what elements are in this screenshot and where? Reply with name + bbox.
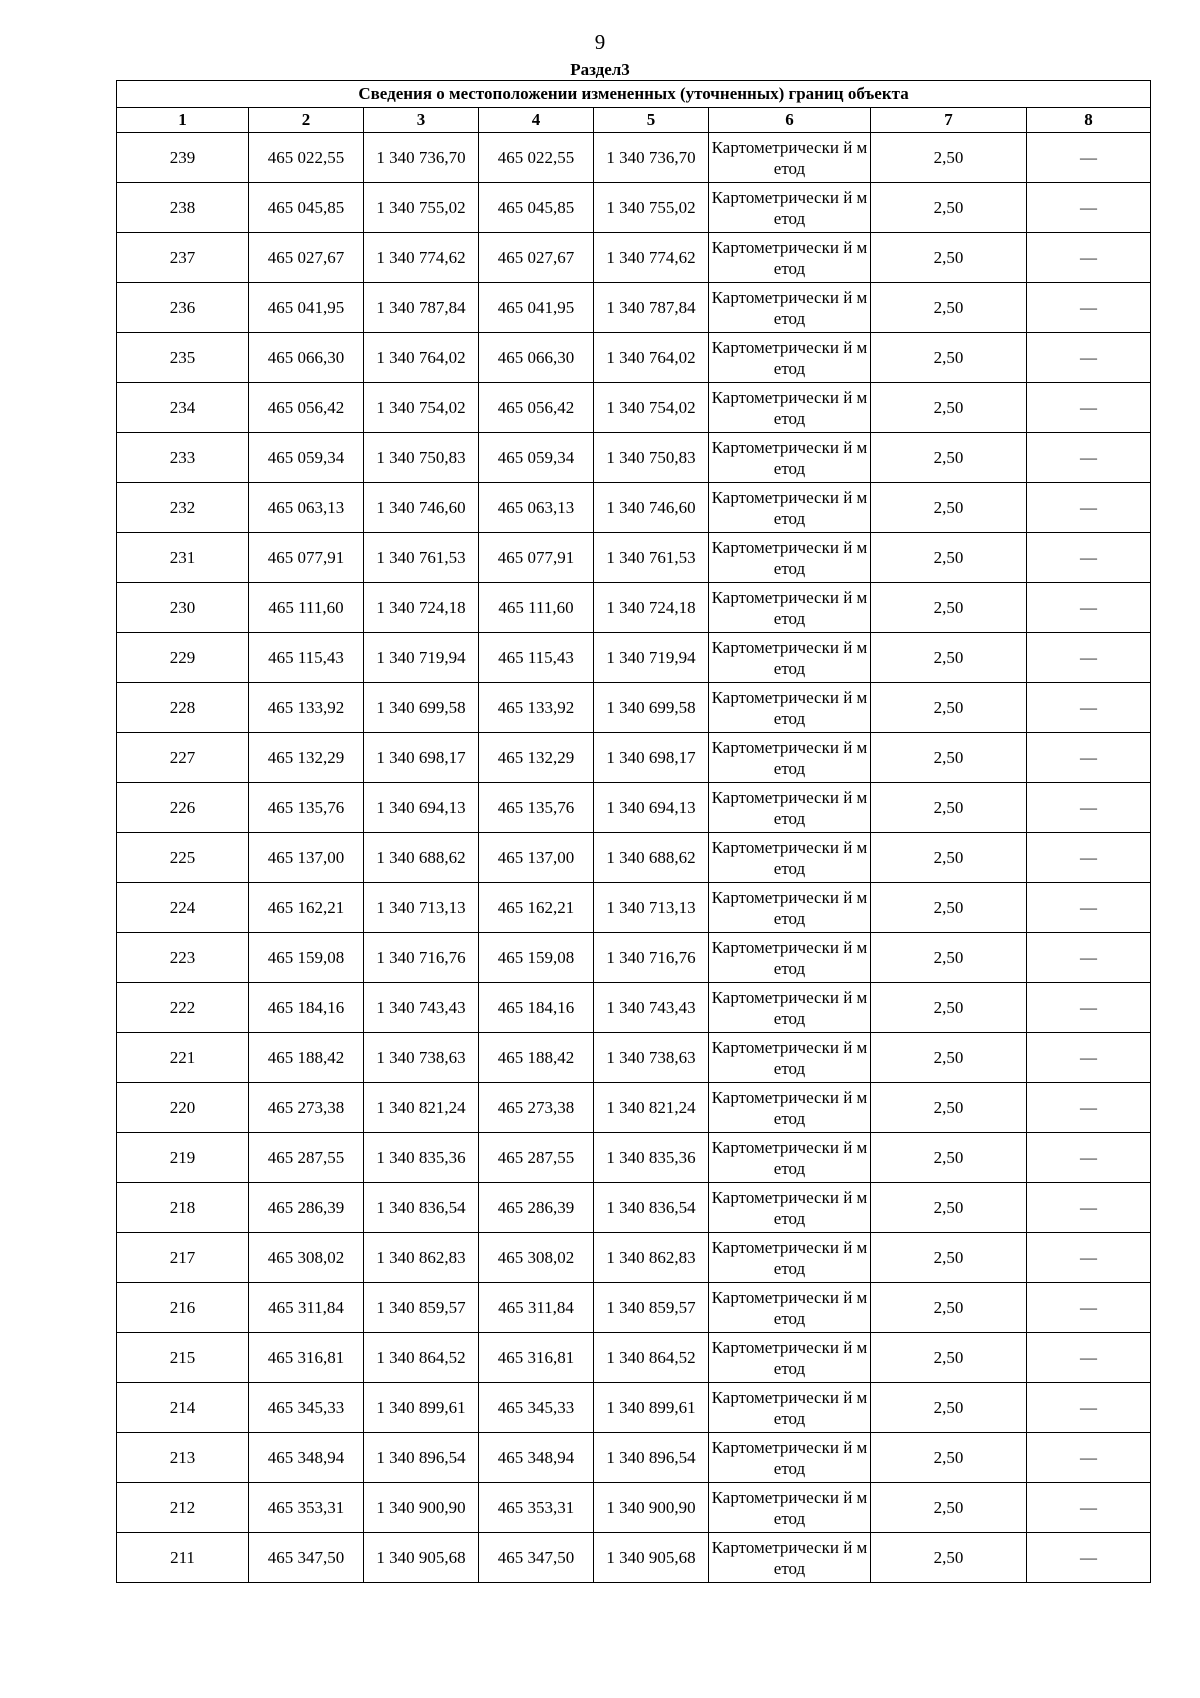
point-number-cell: 213	[117, 1433, 249, 1483]
table-row	[117, 1033, 1151, 1083]
accuracy-cell: 2,50	[871, 1083, 1027, 1133]
y-new-cell: 1 340 699,58	[594, 683, 709, 733]
page-number: 9	[594, 30, 606, 54]
x-old-cell: 465 045,85	[249, 183, 364, 233]
x-new-cell: 465 135,76	[479, 783, 594, 833]
x-new-cell: 465 348,94	[479, 1433, 594, 1483]
table-row	[117, 483, 1151, 533]
table-row	[117, 983, 1151, 1033]
point-number-cell: 235	[117, 333, 249, 383]
method-cell: Картометрически й метод	[709, 583, 871, 633]
x-old-cell: 465 137,00	[249, 833, 364, 883]
point-number-cell: 232	[117, 483, 249, 533]
accuracy-cell: 2,50	[871, 383, 1027, 433]
column-number-row	[117, 108, 1151, 133]
description-cell: —	[1027, 1083, 1151, 1133]
y-new-cell: 1 340 761,53	[594, 533, 709, 583]
table-row	[117, 633, 1151, 683]
y-old-cell: 1 340 750,83	[364, 433, 479, 483]
y-new-cell: 1 340 859,57	[594, 1283, 709, 1333]
point-number-cell: 237	[117, 233, 249, 283]
description-cell: —	[1027, 1483, 1151, 1533]
x-old-cell: 465 162,21	[249, 883, 364, 933]
table-row	[117, 1183, 1151, 1233]
x-new-cell: 465 132,29	[479, 733, 594, 783]
point-number-cell: 212	[117, 1483, 249, 1533]
y-old-cell: 1 340 719,94	[364, 633, 479, 683]
point-number-cell: 228	[117, 683, 249, 733]
y-new-cell: 1 340 905,68	[594, 1533, 709, 1583]
method-cell: Картометрически й метод	[709, 1233, 871, 1283]
x-new-cell: 465 308,02	[479, 1233, 594, 1283]
point-number-cell: 227	[117, 733, 249, 783]
point-number-cell: 217	[117, 1233, 249, 1283]
point-number-cell: 231	[117, 533, 249, 583]
description-cell: —	[1027, 983, 1151, 1033]
y-old-cell: 1 340 787,84	[364, 283, 479, 333]
x-old-cell: 465 056,42	[249, 383, 364, 433]
x-old-cell: 465 135,76	[249, 783, 364, 833]
x-old-cell: 465 286,39	[249, 1183, 364, 1233]
method-cell: Картометрически й метод	[709, 333, 871, 383]
description-cell: —	[1027, 1033, 1151, 1083]
method-cell: Картометрически й метод	[709, 833, 871, 883]
table-row	[117, 833, 1151, 883]
point-number-cell: 222	[117, 983, 249, 1033]
x-old-cell: 465 133,92	[249, 683, 364, 733]
table-row	[117, 383, 1151, 433]
y-new-cell: 1 340 724,18	[594, 583, 709, 633]
point-number-cell: 238	[117, 183, 249, 233]
boundary-coordinates-table	[116, 80, 1151, 1583]
y-new-cell: 1 340 835,36	[594, 1133, 709, 1183]
description-cell: —	[1027, 483, 1151, 533]
description-cell: —	[1027, 283, 1151, 333]
accuracy-cell: 2,50	[871, 1333, 1027, 1383]
accuracy-cell: 2,50	[871, 433, 1027, 483]
accuracy-cell: 2,50	[871, 983, 1027, 1033]
method-cell: Картометрически й метод	[709, 383, 871, 433]
column-number: 5	[594, 108, 709, 133]
description-cell: —	[1027, 633, 1151, 683]
table-body	[117, 133, 1151, 1583]
point-number-cell: 223	[117, 933, 249, 983]
y-old-cell: 1 340 698,17	[364, 733, 479, 783]
accuracy-cell: 2,50	[871, 583, 1027, 633]
table-row	[117, 883, 1151, 933]
accuracy-cell: 2,50	[871, 783, 1027, 833]
method-cell: Картометрически й метод	[709, 1533, 871, 1583]
x-old-cell: 465 159,08	[249, 933, 364, 983]
x-old-cell: 465 184,16	[249, 983, 364, 1033]
description-cell: —	[1027, 683, 1151, 733]
table-row	[117, 1133, 1151, 1183]
x-new-cell: 465 056,42	[479, 383, 594, 433]
accuracy-cell: 2,50	[871, 683, 1027, 733]
accuracy-cell: 2,50	[871, 883, 1027, 933]
point-number-cell: 229	[117, 633, 249, 683]
y-new-cell: 1 340 738,63	[594, 1033, 709, 1083]
point-number-cell: 219	[117, 1133, 249, 1183]
description-cell: —	[1027, 1233, 1151, 1283]
table-title: Сведения о местоположении измененных (уточненных) границ объекта	[117, 81, 1151, 108]
description-cell: —	[1027, 783, 1151, 833]
description-cell: —	[1027, 1133, 1151, 1183]
accuracy-cell: 2,50	[871, 1283, 1027, 1333]
method-cell: Картометрически й метод	[709, 233, 871, 283]
y-new-cell: 1 340 750,83	[594, 433, 709, 483]
point-number-cell: 225	[117, 833, 249, 883]
y-old-cell: 1 340 746,60	[364, 483, 479, 533]
y-old-cell: 1 340 736,70	[364, 133, 479, 183]
column-number: 3	[364, 108, 479, 133]
description-cell: —	[1027, 1433, 1151, 1483]
y-old-cell: 1 340 699,58	[364, 683, 479, 733]
y-new-cell: 1 340 743,43	[594, 983, 709, 1033]
x-new-cell: 465 311,84	[479, 1283, 594, 1333]
method-cell: Картометрически й метод	[709, 1333, 871, 1383]
x-new-cell: 465 066,30	[479, 333, 594, 383]
x-new-cell: 465 345,33	[479, 1383, 594, 1433]
y-old-cell: 1 340 743,43	[364, 983, 479, 1033]
method-cell: Картометрически й метод	[709, 633, 871, 683]
x-new-cell: 465 027,67	[479, 233, 594, 283]
y-old-cell: 1 340 688,62	[364, 833, 479, 883]
description-cell: —	[1027, 433, 1151, 483]
table-row	[117, 1533, 1151, 1583]
point-number-cell: 226	[117, 783, 249, 833]
y-old-cell: 1 340 761,53	[364, 533, 479, 583]
method-cell: Картометрически й метод	[709, 733, 871, 783]
accuracy-cell: 2,50	[871, 1433, 1027, 1483]
x-old-cell: 465 132,29	[249, 733, 364, 783]
description-cell: —	[1027, 1283, 1151, 1333]
column-number: 7	[871, 108, 1027, 133]
y-old-cell: 1 340 716,76	[364, 933, 479, 983]
table-row	[117, 783, 1151, 833]
y-new-cell: 1 340 694,13	[594, 783, 709, 833]
x-new-cell: 465 316,81	[479, 1333, 594, 1383]
y-new-cell: 1 340 688,62	[594, 833, 709, 883]
description-cell: —	[1027, 533, 1151, 583]
x-old-cell: 465 066,30	[249, 333, 364, 383]
accuracy-cell: 2,50	[871, 133, 1027, 183]
method-cell: Картометрически й метод	[709, 783, 871, 833]
y-new-cell: 1 340 899,61	[594, 1383, 709, 1433]
y-old-cell: 1 340 836,54	[364, 1183, 479, 1233]
y-new-cell: 1 340 736,70	[594, 133, 709, 183]
method-cell: Картометрически й метод	[709, 1033, 871, 1083]
table-row	[117, 233, 1151, 283]
y-old-cell: 1 340 900,90	[364, 1483, 479, 1533]
table-row	[117, 1283, 1151, 1333]
x-old-cell: 465 115,43	[249, 633, 364, 683]
method-cell: Картометрически й метод	[709, 1483, 871, 1533]
accuracy-cell: 2,50	[871, 233, 1027, 283]
point-number-cell: 216	[117, 1283, 249, 1333]
table-row	[117, 1383, 1151, 1433]
point-number-cell: 221	[117, 1033, 249, 1083]
point-number-cell: 218	[117, 1183, 249, 1233]
x-new-cell: 465 045,85	[479, 183, 594, 233]
point-number-cell: 234	[117, 383, 249, 433]
y-new-cell: 1 340 713,13	[594, 883, 709, 933]
column-number: 1	[117, 108, 249, 133]
x-old-cell: 465 027,67	[249, 233, 364, 283]
accuracy-cell: 2,50	[871, 1133, 1027, 1183]
method-cell: Картометрически й метод	[709, 883, 871, 933]
table-row	[117, 533, 1151, 583]
method-cell: Картометрически й метод	[709, 283, 871, 333]
table-row	[117, 933, 1151, 983]
x-old-cell: 465 308,02	[249, 1233, 364, 1283]
method-cell: Картометрически й метод	[709, 183, 871, 233]
description-cell: —	[1027, 833, 1151, 883]
x-old-cell: 465 063,13	[249, 483, 364, 533]
column-number: 6	[709, 108, 871, 133]
description-cell: —	[1027, 883, 1151, 933]
column-number: 4	[479, 108, 594, 133]
x-old-cell: 465 041,95	[249, 283, 364, 333]
section-label: Раздел3	[570, 60, 630, 79]
x-new-cell: 465 133,92	[479, 683, 594, 733]
x-new-cell: 465 347,50	[479, 1533, 594, 1583]
accuracy-cell: 2,50	[871, 533, 1027, 583]
description-cell: —	[1027, 583, 1151, 633]
x-new-cell: 465 286,39	[479, 1183, 594, 1233]
x-new-cell: 465 137,00	[479, 833, 594, 883]
y-old-cell: 1 340 764,02	[364, 333, 479, 383]
accuracy-cell: 2,50	[871, 833, 1027, 883]
x-old-cell: 465 022,55	[249, 133, 364, 183]
table-row	[117, 733, 1151, 783]
column-number: 8	[1027, 108, 1151, 133]
y-old-cell: 1 340 835,36	[364, 1133, 479, 1183]
x-new-cell: 465 159,08	[479, 933, 594, 983]
y-new-cell: 1 340 716,76	[594, 933, 709, 983]
point-number-cell: 211	[117, 1533, 249, 1583]
point-number-cell: 236	[117, 283, 249, 333]
point-number-cell: 220	[117, 1083, 249, 1133]
description-cell: —	[1027, 233, 1151, 283]
y-old-cell: 1 340 864,52	[364, 1333, 479, 1383]
y-new-cell: 1 340 764,02	[594, 333, 709, 383]
description-cell: —	[1027, 1383, 1151, 1433]
accuracy-cell: 2,50	[871, 1183, 1027, 1233]
accuracy-cell: 2,50	[871, 1383, 1027, 1433]
method-cell: Картометрически й метод	[709, 933, 871, 983]
y-new-cell: 1 340 774,62	[594, 233, 709, 283]
description-cell: —	[1027, 383, 1151, 433]
method-cell: Картометрически й метод	[709, 1283, 871, 1333]
table-row	[117, 1433, 1151, 1483]
accuracy-cell: 2,50	[871, 933, 1027, 983]
y-old-cell: 1 340 862,83	[364, 1233, 479, 1283]
x-old-cell: 465 059,34	[249, 433, 364, 483]
method-cell: Картометрически й метод	[709, 483, 871, 533]
description-cell: —	[1027, 1533, 1151, 1583]
y-old-cell: 1 340 755,02	[364, 183, 479, 233]
table-row	[117, 683, 1151, 733]
point-number-cell: 214	[117, 1383, 249, 1433]
y-old-cell: 1 340 896,54	[364, 1433, 479, 1483]
accuracy-cell: 2,50	[871, 333, 1027, 383]
method-cell: Картометрически й метод	[709, 533, 871, 583]
method-cell: Картометрически й метод	[709, 683, 871, 733]
y-old-cell: 1 340 774,62	[364, 233, 479, 283]
method-cell: Картометрически й метод	[709, 133, 871, 183]
x-old-cell: 465 111,60	[249, 583, 364, 633]
x-old-cell: 465 188,42	[249, 1033, 364, 1083]
table-row	[117, 133, 1151, 183]
accuracy-cell: 2,50	[871, 1483, 1027, 1533]
x-old-cell: 465 353,31	[249, 1483, 364, 1533]
point-number-cell: 239	[117, 133, 249, 183]
y-old-cell: 1 340 694,13	[364, 783, 479, 833]
y-new-cell: 1 340 821,24	[594, 1083, 709, 1133]
table-row	[117, 283, 1151, 333]
column-number: 2	[249, 108, 364, 133]
table-row	[117, 1333, 1151, 1383]
table-row	[117, 333, 1151, 383]
description-cell: —	[1027, 1183, 1151, 1233]
x-new-cell: 465 041,95	[479, 283, 594, 333]
method-cell: Картометрически й метод	[709, 1433, 871, 1483]
y-old-cell: 1 340 738,63	[364, 1033, 479, 1083]
y-new-cell: 1 340 896,54	[594, 1433, 709, 1483]
x-old-cell: 465 311,84	[249, 1283, 364, 1333]
method-cell: Картометрически й метод	[709, 1183, 871, 1233]
y-new-cell: 1 340 862,83	[594, 1233, 709, 1283]
y-new-cell: 1 340 754,02	[594, 383, 709, 433]
x-old-cell: 465 287,55	[249, 1133, 364, 1183]
y-old-cell: 1 340 821,24	[364, 1083, 479, 1133]
table-row	[117, 1483, 1151, 1533]
table-row	[117, 583, 1151, 633]
accuracy-cell: 2,50	[871, 1233, 1027, 1283]
y-new-cell: 1 340 900,90	[594, 1483, 709, 1533]
table-row	[117, 183, 1151, 233]
y-new-cell: 1 340 864,52	[594, 1333, 709, 1383]
x-old-cell: 465 345,33	[249, 1383, 364, 1433]
method-cell: Картометрически й метод	[709, 1083, 871, 1133]
description-cell: —	[1027, 733, 1151, 783]
y-old-cell: 1 340 724,18	[364, 583, 479, 633]
accuracy-cell: 2,50	[871, 633, 1027, 683]
x-new-cell: 465 287,55	[479, 1133, 594, 1183]
description-cell: —	[1027, 183, 1151, 233]
x-old-cell: 465 077,91	[249, 533, 364, 583]
accuracy-cell: 2,50	[871, 483, 1027, 533]
y-new-cell: 1 340 755,02	[594, 183, 709, 233]
y-old-cell: 1 340 859,57	[364, 1283, 479, 1333]
x-new-cell: 465 115,43	[479, 633, 594, 683]
x-new-cell: 465 188,42	[479, 1033, 594, 1083]
point-number-cell: 233	[117, 433, 249, 483]
description-cell: —	[1027, 333, 1151, 383]
point-number-cell: 215	[117, 1333, 249, 1383]
description-cell: —	[1027, 933, 1151, 983]
accuracy-cell: 2,50	[871, 283, 1027, 333]
description-cell: —	[1027, 133, 1151, 183]
x-new-cell: 465 077,91	[479, 533, 594, 583]
table-row	[117, 1083, 1151, 1133]
x-new-cell: 465 162,21	[479, 883, 594, 933]
x-new-cell: 465 273,38	[479, 1083, 594, 1133]
y-new-cell: 1 340 787,84	[594, 283, 709, 333]
accuracy-cell: 2,50	[871, 1033, 1027, 1083]
y-new-cell: 1 340 836,54	[594, 1183, 709, 1233]
x-old-cell: 465 273,38	[249, 1083, 364, 1133]
y-old-cell: 1 340 905,68	[364, 1533, 479, 1583]
x-new-cell: 465 111,60	[479, 583, 594, 633]
x-old-cell: 465 347,50	[249, 1533, 364, 1583]
x-old-cell: 465 316,81	[249, 1333, 364, 1383]
x-new-cell: 465 022,55	[479, 133, 594, 183]
method-cell: Картометрически й метод	[709, 1133, 871, 1183]
description-cell: —	[1027, 1333, 1151, 1383]
method-cell: Картометрически й метод	[709, 1383, 871, 1433]
method-cell: Картометрически й метод	[709, 433, 871, 483]
accuracy-cell: 2,50	[871, 183, 1027, 233]
point-number-cell: 230	[117, 583, 249, 633]
table-row	[117, 433, 1151, 483]
x-old-cell: 465 348,94	[249, 1433, 364, 1483]
x-new-cell: 465 184,16	[479, 983, 594, 1033]
x-new-cell: 465 059,34	[479, 433, 594, 483]
x-new-cell: 465 063,13	[479, 483, 594, 533]
y-new-cell: 1 340 698,17	[594, 733, 709, 783]
method-cell: Картометрически й метод	[709, 983, 871, 1033]
point-number-cell: 224	[117, 883, 249, 933]
y-old-cell: 1 340 754,02	[364, 383, 479, 433]
y-old-cell: 1 340 713,13	[364, 883, 479, 933]
y-old-cell: 1 340 899,61	[364, 1383, 479, 1433]
table-row	[117, 1233, 1151, 1283]
y-new-cell: 1 340 746,60	[594, 483, 709, 533]
y-new-cell: 1 340 719,94	[594, 633, 709, 683]
x-new-cell: 465 353,31	[479, 1483, 594, 1533]
accuracy-cell: 2,50	[871, 1533, 1027, 1583]
accuracy-cell: 2,50	[871, 733, 1027, 783]
